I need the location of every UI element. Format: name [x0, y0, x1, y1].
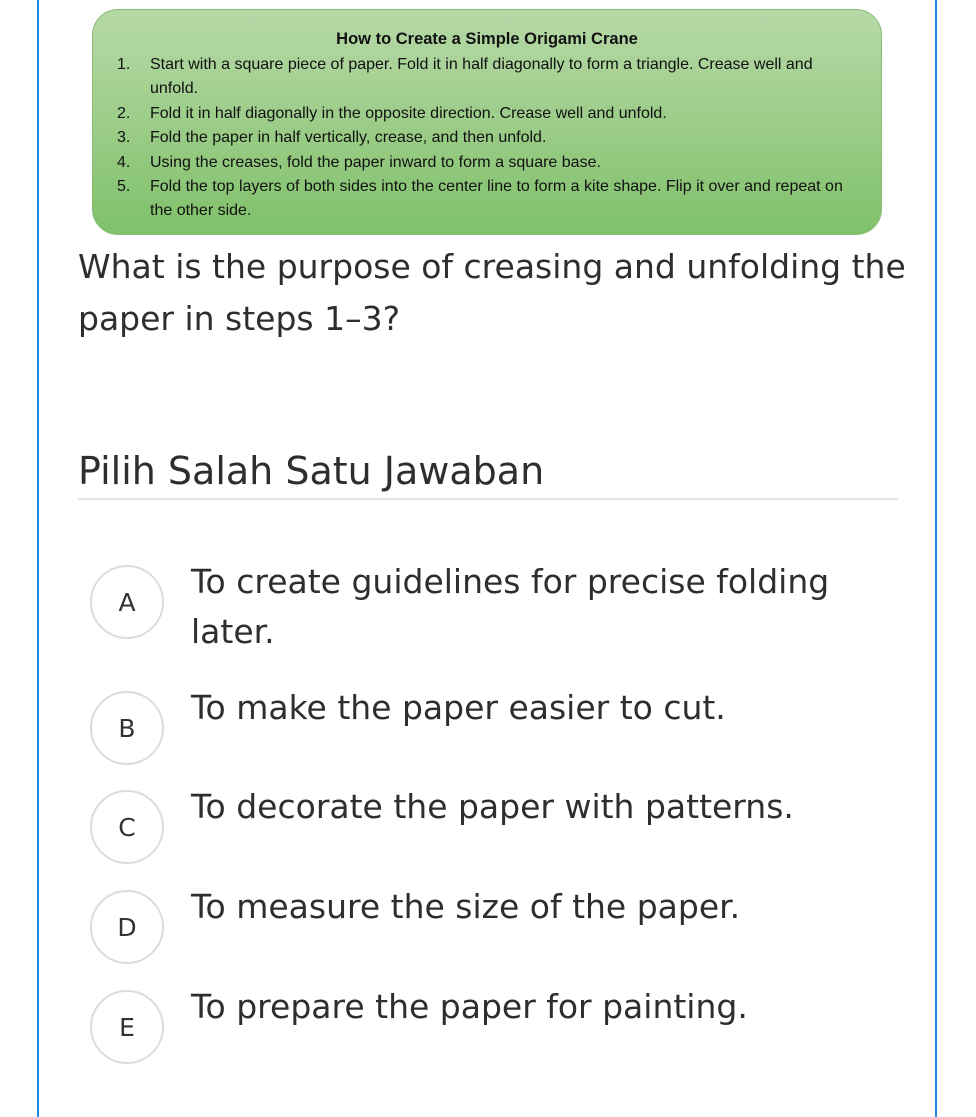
step-number: 1.	[117, 56, 131, 73]
option-e[interactable]	[90, 987, 910, 1064]
step-number: 3.	[117, 129, 131, 147]
option-letter-badge[interactable]: B	[90, 691, 164, 765]
step-text: Start with a square piece of paper. Fold it in half diagonally to form a triangle. Crease well and unfold.	[150, 56, 813, 98]
option-letter-badge[interactable]: A	[90, 565, 164, 639]
heading-divider	[78, 498, 898, 500]
instruction-step	[117, 126, 857, 150]
option-c[interactable]	[90, 787, 910, 864]
question-text: What is the purpose of creasing and unfolding the paper in steps 1–3?	[78, 247, 906, 338]
frame-left-border	[37, 0, 39, 1117]
option-d[interactable]	[90, 887, 910, 964]
step-text: Fold the top layers of both sides into the center line to form a kite shape. Flip it over and repeat on the other side.	[150, 178, 843, 220]
instruction-step	[117, 175, 857, 224]
option-text[interactable]: To prepare the paper for painting.	[191, 987, 748, 1026]
instruction-step	[117, 53, 857, 102]
instruction-step	[117, 151, 857, 175]
instruction-steps	[117, 53, 857, 224]
option-text[interactable]: To create guidelines for precise folding later.	[191, 562, 830, 651]
choose-answer-heading: Pilih Salah Satu Jawaban	[78, 449, 545, 493]
option-letter-badge[interactable]: C	[90, 790, 164, 864]
step-text: Using the creases, fold the paper inward to form a square base.	[150, 153, 601, 171]
option-text[interactable]: To decorate the paper with patterns.	[191, 787, 794, 826]
option-b[interactable]	[90, 688, 910, 765]
instruction-image	[92, 9, 882, 235]
step-number: 5.	[117, 178, 131, 196]
instruction-title: How to Create a Simple Origami Crane	[336, 30, 638, 48]
instruction-step	[117, 102, 857, 126]
option-letter-badge[interactable]: D	[90, 890, 164, 964]
frame-right-border	[935, 0, 937, 1117]
option-letter-badge[interactable]: E	[90, 990, 164, 1064]
step-number: 2.	[117, 104, 131, 122]
step-number: 4.	[117, 153, 131, 171]
step-text: Fold it in half diagonally in the opposite direction. Crease well and unfold.	[150, 104, 667, 122]
option-text[interactable]: To measure the size of the paper.	[191, 887, 741, 926]
option-a[interactable]	[90, 562, 910, 651]
step-text: Fold the paper in half vertically, crease, and then unfold.	[150, 129, 547, 147]
option-text[interactable]: To make the paper easier to cut.	[191, 688, 726, 727]
